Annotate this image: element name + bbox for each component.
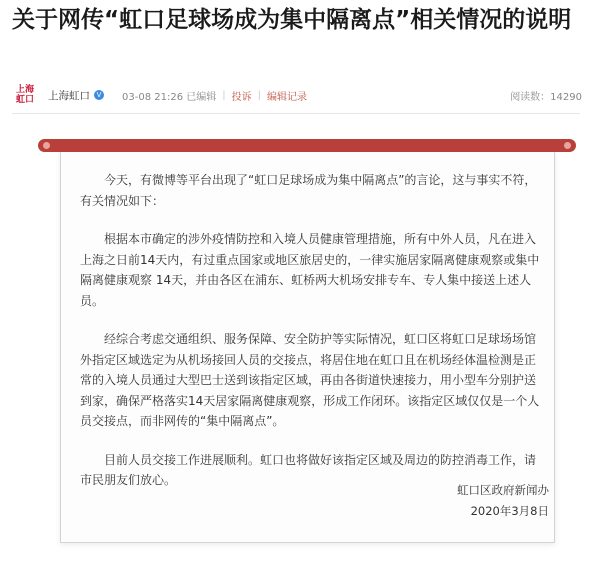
notice-signature-block [457,480,549,522]
edit-history-link[interactable]: 编辑记录 [266,91,307,103]
author-name[interactable]: 上海虹口 [48,89,90,102]
notice-ribbon [38,139,576,152]
report-link[interactable]: 投诉 [231,91,252,103]
notice-paragraph: 经综合考虑交通组织、服务保障、安全防护等实际情况，虹口区将虹口足球场场馆外指定区域选定为从机场接回人员的交接点，将居住地在虹口且在机场经体温检测是正常的入境人员通过大型巴士送到该指定区域，再由各街道快速接力，用小型车分别护送到家，确保严格落实14天居家隔离健康观察，形成工作闭环。该指定区域仅仅是一个人员交接点，而非网传的“集中隔离点”。 [80,332,540,428]
view-count: 阅读数：14290 [510,91,582,103]
account-logo[interactable] [12,84,38,106]
notice-date: 2020年3月8日 [470,504,549,518]
notice-paragraph: 根据本市确定的涉外疫情防控和入境人员健康管理措施，所有中外人员，凡在进入上海之日前14天内，有过重点国家或地区旅居史的，一律实施居家隔离健康观察或集中隔离健康观察 14天，并由各区在浦东、虹桥两大机场安排专车、专人集中接送上述人员。 [80,232,540,308]
verified-badge-icon: V [94,90,104,100]
post-meta [12,84,582,106]
page-title: 关于网传“虹口足球场成为集中隔离点”相关情况的说明 [12,7,572,33]
separator: | [257,89,261,101]
notice-paragraph: 今天，有微博等平台出现了“虹口足球场成为集中隔离点”的言论，这与事实不符，有关情况如下： [80,173,537,208]
logo-text-line1: 上海 [15,85,34,95]
separator: | [222,89,226,101]
header-divider [12,113,580,114]
logo-text-line2: 虹口 [15,95,34,105]
notice-paragraph: 目前人员交接工作进展顺利。虹口也将做好该指定区域及周边的防控消毒工作，请市民朋友们放心。 [80,452,537,487]
notice-signature: 虹口区政府新闻办 [457,483,549,497]
post-time: 03-08 21:26 已编辑 [122,91,217,103]
notice-body [80,170,540,509]
